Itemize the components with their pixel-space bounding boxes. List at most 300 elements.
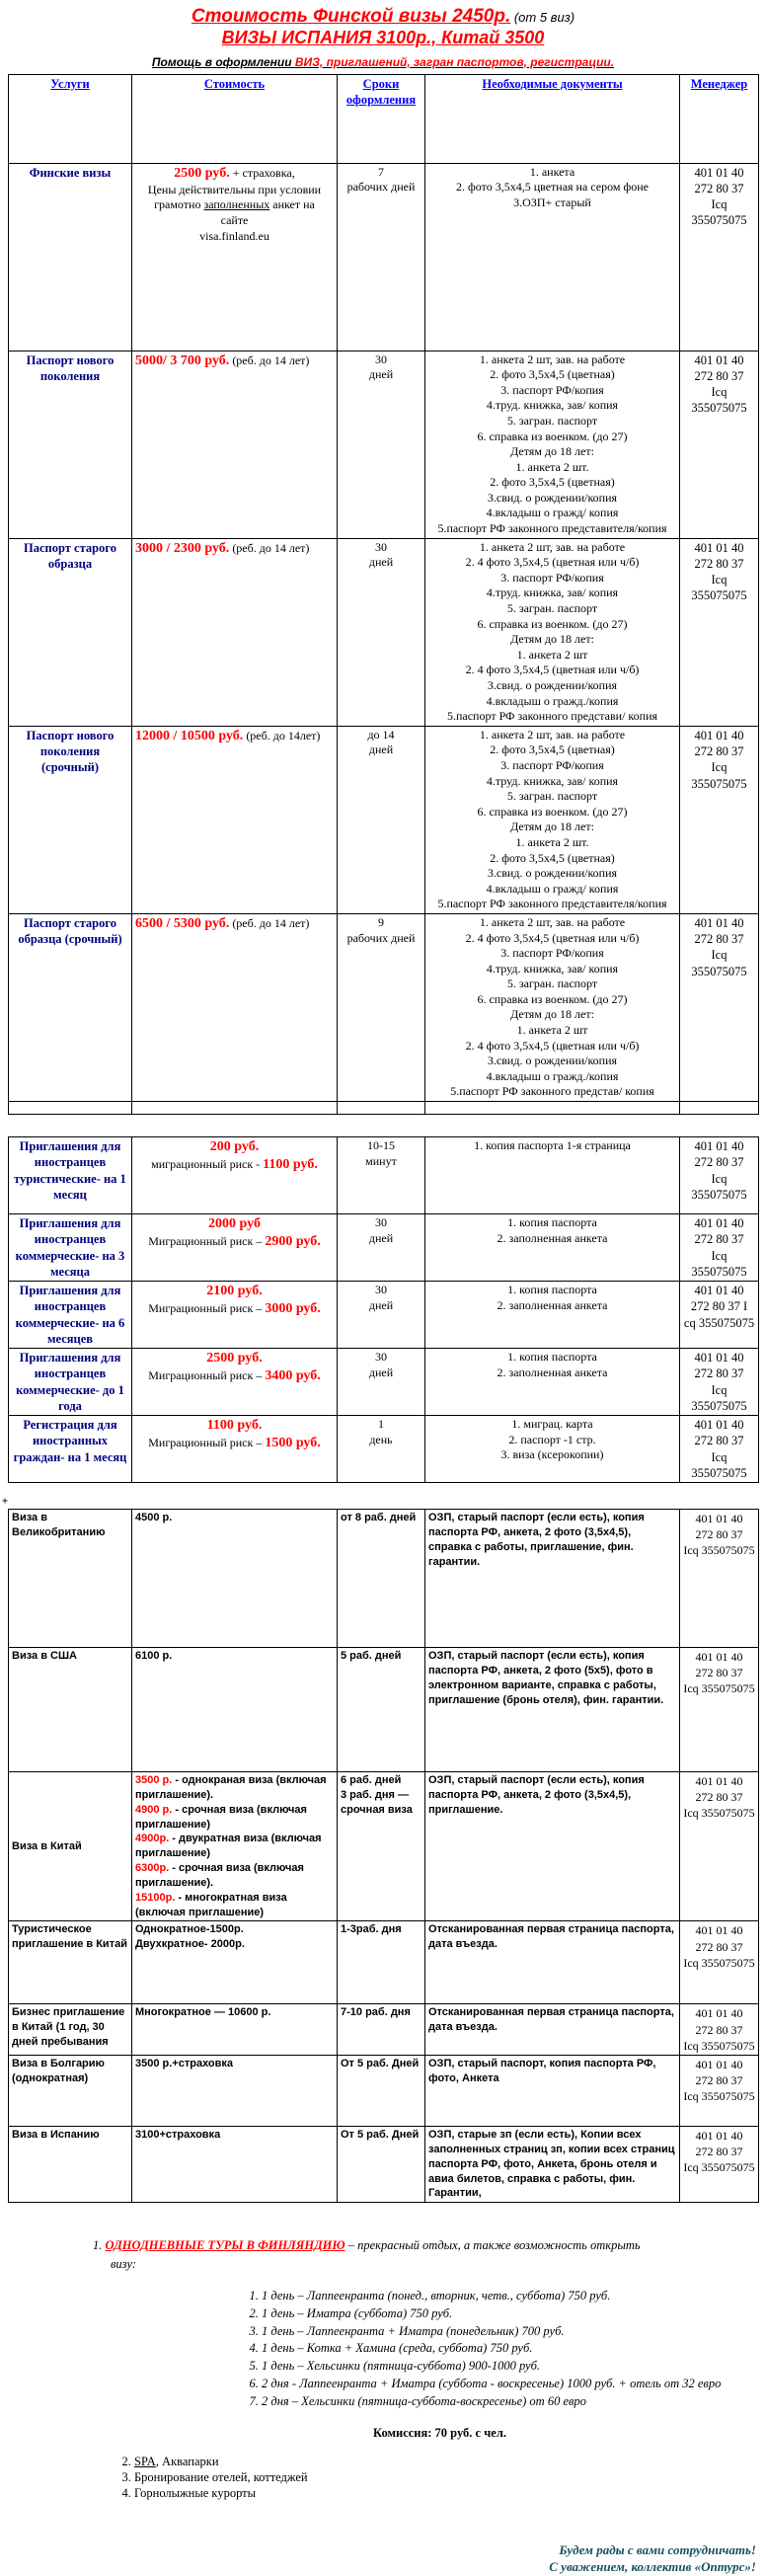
service-cell bbox=[9, 1214, 132, 1282]
empty-cell bbox=[425, 1102, 680, 1115]
price-text: 3400 руб. bbox=[265, 1368, 321, 1384]
text-segment: 30 bbox=[375, 1283, 387, 1297]
cell-line bbox=[135, 1215, 334, 1233]
manager-cell bbox=[680, 2056, 759, 2127]
cell-line bbox=[683, 1805, 755, 1821]
text-segment: 401 01 40 bbox=[694, 165, 744, 180]
documents-cell bbox=[425, 913, 680, 1101]
service-cell bbox=[9, 1282, 132, 1349]
cost-cell bbox=[132, 538, 338, 726]
documents-cell bbox=[425, 163, 680, 351]
text-segment: 1. анкета 2 шт. bbox=[515, 459, 589, 474]
text-segment: Icq 355075075 bbox=[691, 1248, 747, 1279]
cell-line bbox=[135, 1283, 334, 1300]
tours-heading-title: ОДНОДНЕВНЫЕ ТУРЫ В ФИНЛЯНДИЮ bbox=[105, 2238, 345, 2253]
text-segment: 2. заполненная анкета bbox=[497, 1297, 608, 1312]
cell-line bbox=[683, 931, 755, 947]
text-segment: ОЗП, старый паспорт (если есть), копия паспорта РФ, анкета, 2 фото (5х5), фото в электронном варианте, справка с работы, приглашение (бронь отеля), фин. гарантии. bbox=[428, 1650, 664, 1706]
cost-cell bbox=[132, 1349, 338, 1416]
price-text: 3000 / 2300 руб. bbox=[135, 540, 230, 556]
cost-cell bbox=[132, 2004, 338, 2056]
tours-heading-tail: – прекрасный отдых, а также возможность открыть визу: bbox=[111, 2238, 641, 2271]
text-segment: дней bbox=[368, 1365, 394, 1379]
cell-line bbox=[428, 540, 676, 556]
text-segment: 5. загран. паспорт bbox=[506, 789, 598, 804]
price-text: 2100 руб. bbox=[206, 1284, 263, 1299]
text-segment: Виза в Испанию bbox=[12, 2129, 100, 2142]
text-segment: 7-10 раб. дня bbox=[341, 2006, 411, 2019]
text-segment: заполненных bbox=[203, 197, 270, 212]
text-segment: 1-3раб. дня bbox=[341, 1923, 402, 1936]
cell-line bbox=[341, 165, 421, 181]
cell-line bbox=[135, 197, 334, 213]
text-segment: 401 01 40 bbox=[694, 1351, 744, 1366]
text-segment: 272 80 37 bbox=[694, 181, 744, 195]
text-segment: SPA bbox=[134, 2454, 156, 2468]
service-cell bbox=[9, 538, 132, 726]
services-table-container bbox=[8, 74, 758, 1116]
text-segment: 5.паспорт РФ законного представи/ копия bbox=[446, 709, 658, 724]
cell-line bbox=[428, 992, 676, 1008]
text-segment: (реб. до 14лет) bbox=[243, 728, 321, 742]
service-cell bbox=[9, 726, 132, 913]
cost-cell bbox=[132, 726, 338, 913]
empty-cell bbox=[680, 1102, 759, 1115]
document-page bbox=[2, 0, 758, 2576]
documents-cell bbox=[425, 2004, 680, 2056]
cell-line bbox=[428, 555, 676, 571]
cell-line bbox=[683, 1773, 755, 1789]
text-segment: Icq 355075075 bbox=[691, 573, 747, 603]
cell-line bbox=[135, 2128, 334, 2143]
text-segment: дней bbox=[368, 742, 394, 757]
text-segment: 2. 4 фото 3,5х4,5 (цветная или ч/б) bbox=[465, 930, 640, 945]
cell-line bbox=[341, 1773, 421, 1788]
text-segment: дней bbox=[368, 367, 394, 382]
cell-line bbox=[683, 1171, 755, 1204]
text-segment: минут bbox=[365, 1153, 397, 1168]
text-segment: 10-15 bbox=[367, 1138, 395, 1153]
cell-line bbox=[683, 196, 755, 229]
footer-signature bbox=[8, 2542, 758, 2576]
service-cell bbox=[9, 163, 132, 351]
cell-line bbox=[135, 229, 334, 245]
text-segment: (реб. до 14 лет) bbox=[229, 352, 310, 367]
table-row bbox=[9, 1349, 759, 1416]
table-row bbox=[9, 2127, 759, 2203]
column-header[interactable]: Необходимые документы bbox=[425, 74, 680, 163]
cell-line bbox=[341, 1511, 421, 1525]
price-text: 2500 руб. bbox=[206, 1351, 263, 1366]
documents-cell bbox=[425, 2127, 680, 2203]
cell-line bbox=[428, 1433, 676, 1448]
title-visa-count-note: (от 5 виз) bbox=[510, 10, 575, 25]
table-row bbox=[9, 163, 759, 351]
cell-line bbox=[428, 648, 676, 664]
text-segment: 4.труд. книжка, зав/ копия bbox=[486, 773, 619, 788]
column-header[interactable]: Менеджер bbox=[680, 74, 759, 163]
text-segment: 401 01 40 bbox=[695, 2058, 743, 2072]
cell-line bbox=[428, 1231, 676, 1247]
cell-line bbox=[683, 1542, 755, 1558]
text-segment: 3.свид. о рождении/копия bbox=[487, 1054, 618, 1068]
cell-line bbox=[341, 1298, 421, 1314]
text-segment: рабочих дней bbox=[346, 930, 416, 945]
table-row bbox=[9, 726, 759, 913]
text-segment: Icq 355075075 bbox=[691, 197, 747, 228]
cell-line bbox=[135, 1138, 334, 1156]
text-segment: 272 80 37 bbox=[694, 932, 744, 947]
text-segment: 401 01 40 bbox=[694, 1284, 744, 1298]
service-cell bbox=[9, 2127, 132, 2203]
text-segment: миграционный риск - bbox=[151, 1157, 264, 1172]
text-segment: ОЗП, старые зп (если есть), Копии всех заполненных страниц зп, копии всех страниц паспорта РФ, фото, Анкета, бронь отеля и авиа билетов, справка с работы, фин. Гарантии, bbox=[428, 2129, 675, 2200]
documents-cell bbox=[425, 351, 680, 538]
footer-line-1: Будем рады с вами сотрудничать! bbox=[559, 2541, 756, 2557]
column-header[interactable]: Услуги bbox=[9, 74, 132, 163]
table-row bbox=[9, 913, 759, 1101]
column-header[interactable]: Сроки оформления bbox=[338, 74, 425, 163]
cell-line bbox=[341, 555, 421, 571]
documents-cell bbox=[425, 1416, 680, 1483]
text-segment: 3 раб. дня — bbox=[341, 1788, 410, 1801]
cell-line bbox=[135, 2057, 334, 2071]
tour-list-item: 2. 1 день – Иматра (суббота) 750 руб. bbox=[262, 2305, 726, 2322]
cell-line bbox=[135, 165, 334, 183]
text-segment: 401 01 40 bbox=[695, 2006, 743, 2021]
text-segment: 401 01 40 bbox=[694, 915, 744, 930]
text-segment: 401 01 40 bbox=[694, 540, 744, 555]
text-segment: - срочная виза (включая приглашение). bbox=[135, 1862, 304, 1889]
cell-line bbox=[683, 1382, 755, 1415]
text-segment: От 5 раб. Дней bbox=[341, 2058, 420, 2070]
text-segment: сайте bbox=[220, 212, 249, 227]
term-cell bbox=[338, 1349, 425, 1416]
cell-line bbox=[135, 1832, 334, 1861]
title-finland-visa-price: Стоимость Финской визы 2450р. bbox=[191, 6, 511, 27]
text-segment: Приглашения для иностранцев коммерческие- на 6 месяцев bbox=[15, 1284, 125, 1346]
list-item bbox=[134, 2455, 758, 2469]
cost-cell bbox=[132, 913, 338, 1101]
manager-cell bbox=[680, 726, 759, 913]
cell-line bbox=[683, 384, 755, 417]
cell-line bbox=[683, 1231, 755, 1247]
term-cell bbox=[338, 1214, 425, 1282]
cell-line bbox=[428, 1350, 676, 1366]
plus-marker-icon: + bbox=[2, 1496, 9, 1508]
cell-line bbox=[683, 759, 755, 792]
cell-line bbox=[428, 976, 676, 992]
cell-line bbox=[428, 805, 676, 820]
text-segment: Icq 355075075 bbox=[683, 1543, 755, 1558]
cell-line bbox=[428, 460, 676, 476]
text-segment: Бронирование отелей, коттеджей bbox=[134, 2469, 308, 2484]
cell-line bbox=[428, 1138, 676, 1154]
cell-line bbox=[683, 2005, 755, 2021]
cost-cell bbox=[132, 1648, 338, 1772]
cell-line bbox=[135, 1367, 334, 1385]
text-segment: 2. заполненная анкета bbox=[497, 1230, 608, 1245]
text-segment: 5. загран. паспорт bbox=[506, 601, 598, 616]
price-text: 3000 руб. bbox=[265, 1301, 321, 1317]
service-cell bbox=[9, 351, 132, 538]
cost-cell bbox=[132, 1282, 338, 1349]
cell-line bbox=[135, 1922, 334, 1937]
title-spain-china-price: ВИЗЫ ИСПАНИЯ 3100р., Китай 3500 bbox=[221, 27, 545, 47]
term-cell bbox=[338, 726, 425, 913]
text-segment: visa.finland.eu bbox=[199, 228, 269, 243]
header-row bbox=[9, 74, 759, 163]
text-segment: , Аквапарки bbox=[155, 2454, 219, 2468]
text-segment: 272 80 37 bbox=[695, 2073, 743, 2088]
cell-line bbox=[341, 1366, 421, 1381]
empty-row bbox=[9, 1102, 759, 1115]
cell-line bbox=[428, 475, 676, 491]
text-segment: (реб. до 14 лет) bbox=[229, 915, 310, 930]
text-segment: 2. 4 фото 3,5х4,5 (цветная или ч/б) bbox=[465, 1038, 640, 1053]
cell-line bbox=[428, 1283, 676, 1298]
cell-line bbox=[683, 2057, 755, 2072]
text-segment: 2. фото 3,5х4,5 (цветная) bbox=[490, 367, 615, 382]
cell-line bbox=[683, 1433, 755, 1448]
text-segment: 1. копия паспорта bbox=[507, 1283, 597, 1297]
cell-line bbox=[683, 743, 755, 759]
text-segment: Виза в США bbox=[12, 1650, 77, 1663]
text-segment: 7 bbox=[378, 164, 384, 179]
cell-line bbox=[428, 962, 676, 977]
cell-line bbox=[428, 709, 676, 725]
documents-cell bbox=[425, 1510, 680, 1648]
cell-line bbox=[428, 866, 676, 882]
subtitle-services: ВИЗ, приглашений, загран паспортов, регистрации. bbox=[294, 54, 615, 69]
text-segment: день bbox=[369, 1432, 393, 1446]
text-segment: От 5 раб. Дней bbox=[341, 2129, 420, 2142]
cell-line bbox=[428, 931, 676, 947]
term-cell bbox=[338, 351, 425, 538]
cell-line bbox=[341, 180, 421, 195]
empty-cell bbox=[132, 1102, 338, 1115]
text-segment: Однократное-1500р. bbox=[135, 1923, 244, 1936]
text-segment: - многократная виза (включая приглашение) bbox=[135, 1891, 287, 1918]
cell-line bbox=[135, 1649, 334, 1664]
tour-list bbox=[240, 2288, 726, 2410]
cell-line bbox=[428, 678, 676, 694]
text-segment: от 8 раб. дней bbox=[341, 1512, 417, 1524]
cell-line bbox=[428, 398, 676, 414]
text-segment: 1. миграц. карта bbox=[511, 1417, 593, 1432]
documents-cell bbox=[425, 1349, 680, 1416]
text-segment: 2. фото 3,5х4,5 цветная на сером фоне bbox=[456, 180, 649, 195]
text-segment: дней bbox=[368, 1297, 394, 1312]
text-segment: Icq 355075075 bbox=[691, 1382, 747, 1413]
text-segment: 5.паспорт РФ законного представ/ копия bbox=[450, 1084, 654, 1099]
cell-line bbox=[135, 352, 334, 370]
column-header[interactable]: Стоимость bbox=[132, 74, 338, 163]
cell-line bbox=[135, 213, 334, 229]
text-segment: 2. паспорт -1 стр. bbox=[508, 1432, 596, 1446]
cell-line bbox=[341, 2057, 421, 2071]
text-segment: 1. анкета 2 шт, зав. на работе bbox=[479, 539, 626, 554]
text-segment: 1. копия паспорта bbox=[507, 1350, 597, 1365]
text-segment: 3. виза (ксерокопии) bbox=[500, 1447, 604, 1462]
text-segment: cq 355075075 bbox=[683, 1315, 755, 1330]
cell-line bbox=[135, 1233, 334, 1251]
term-cell bbox=[338, 2056, 425, 2127]
manager-cell bbox=[680, 163, 759, 351]
text-segment: Бизнес приглашение в Китай (1 год, 30 дней пребывания bbox=[12, 2006, 125, 2049]
price-text: 4900р. bbox=[135, 1833, 170, 1845]
text-segment: 2. 4 фото 3,5х4,5 (цветная или ч/б) bbox=[465, 555, 640, 570]
cell-line bbox=[683, 1138, 755, 1154]
text-segment: Детям до 18 лет: bbox=[510, 632, 594, 647]
term-cell bbox=[338, 1648, 425, 1772]
cell-line bbox=[683, 165, 755, 181]
text-segment: ОЗП, старый паспорт (если есть), копия паспорта РФ, анкета, 2 фото (3,5х4,5), справка с работы, приглашение, фин. гарантии. bbox=[428, 1512, 645, 1568]
text-segment: 3. паспорт РФ/копия bbox=[500, 382, 604, 397]
text-segment: 1. копия паспорта bbox=[507, 1215, 597, 1230]
service-cell bbox=[9, 1510, 132, 1648]
cost-cell bbox=[132, 351, 338, 538]
text-segment: 30 bbox=[375, 351, 387, 366]
text-segment: Виза в Китай bbox=[12, 1839, 82, 1852]
cell-line bbox=[135, 183, 334, 198]
text-segment: Icq 355075075 bbox=[683, 2089, 755, 2104]
cell-line bbox=[135, 1891, 334, 1920]
cell-line bbox=[683, 1315, 755, 1331]
list-item bbox=[134, 2486, 758, 2501]
text-segment: дней bbox=[368, 555, 394, 570]
cell-line bbox=[428, 521, 676, 537]
cell-line bbox=[683, 2128, 755, 2144]
term-cell bbox=[338, 1921, 425, 2004]
manager-cell bbox=[680, 1921, 759, 2004]
tour-list-item: 6. 2 дня - Лаппеенранта + Иматра (суббота - воскресенье) 1000 руб. + отель от 32 евро bbox=[262, 2376, 726, 2392]
cell-line bbox=[428, 180, 676, 195]
manager-cell bbox=[680, 1282, 759, 1349]
table-row bbox=[9, 2004, 759, 2056]
cell-line bbox=[428, 915, 676, 931]
text-segment: 5.паспорт РФ законного представителя/копия bbox=[437, 521, 667, 536]
tours-section bbox=[8, 2236, 758, 2501]
term-cell bbox=[338, 1772, 425, 1921]
table-row bbox=[9, 1772, 759, 1921]
documents-cell bbox=[425, 1772, 680, 1921]
text-segment: 401 01 40 bbox=[695, 1512, 743, 1526]
cell-line bbox=[428, 632, 676, 648]
cell-line bbox=[135, 1300, 334, 1318]
text-segment: 6. справка из военком. (до 27) bbox=[477, 616, 628, 631]
text-segment: 4.вкладыш о гражд./копия bbox=[486, 1068, 619, 1083]
table-row bbox=[9, 1282, 759, 1349]
text-segment: 4.труд. книжка, зав/ копия bbox=[486, 398, 619, 413]
documents-cell bbox=[425, 2056, 680, 2127]
term-cell bbox=[338, 1510, 425, 1648]
cell-line bbox=[428, 897, 676, 912]
cell-line bbox=[428, 165, 676, 181]
documents-cell bbox=[425, 1921, 680, 2004]
text-segment: Icq 355075075 bbox=[683, 1681, 755, 1696]
cell-line bbox=[428, 1023, 676, 1039]
cell-line bbox=[135, 915, 334, 933]
cell-line bbox=[683, 1248, 755, 1281]
text-segment: - однокраная виза (включая приглашение). bbox=[135, 1774, 327, 1801]
manager-cell bbox=[680, 1137, 759, 1214]
cell-line bbox=[341, 2128, 421, 2143]
text-segment: 272 80 37 bbox=[694, 1155, 744, 1170]
text-segment: Миграционный риск – bbox=[148, 1368, 266, 1383]
cell-line bbox=[341, 1283, 421, 1298]
text-segment: - срочная виза (включая приглашение) bbox=[135, 1803, 307, 1831]
cell-line bbox=[428, 585, 676, 601]
cell-line bbox=[135, 1937, 334, 1952]
text-segment: Icq 355075075 bbox=[683, 1955, 755, 1970]
cell-line bbox=[683, 2088, 755, 2104]
text-segment: Регистрация для иностранных граждан- на 1 месяц bbox=[13, 1418, 127, 1464]
table-row bbox=[9, 1214, 759, 1282]
service-cell bbox=[9, 2056, 132, 2127]
cell-line bbox=[683, 572, 755, 604]
cell-line bbox=[428, 414, 676, 429]
text-segment: 3.свид. о рождении/копия bbox=[487, 490, 618, 505]
text-segment: 2. 4 фото 3,5х4,5 (цветная или ч/б) bbox=[465, 663, 640, 677]
manager-cell bbox=[680, 1648, 759, 1772]
cell-line bbox=[341, 540, 421, 556]
manager-cell bbox=[680, 538, 759, 726]
text-segment: 272 80 37 bbox=[695, 2145, 743, 2159]
cell-line bbox=[683, 352, 755, 368]
text-segment: Паспорт старого образца (срочный) bbox=[18, 915, 122, 947]
text-segment: 1. анкета 2 шт, зав. на работе bbox=[479, 914, 626, 929]
commission-note: Комиссия: 70 руб. с чел. bbox=[373, 2425, 506, 2440]
service-cell bbox=[9, 2004, 132, 2056]
price-text: 6500 / 5300 руб. bbox=[135, 915, 230, 931]
cell-line bbox=[135, 1435, 334, 1452]
cell-line bbox=[428, 820, 676, 835]
cost-cell bbox=[132, 2127, 338, 2203]
cell-line bbox=[683, 1649, 755, 1665]
documents-cell bbox=[425, 1282, 680, 1349]
price-text: 2500 руб. bbox=[174, 165, 230, 181]
text-segment: 3.ОЗП+ старый bbox=[513, 195, 591, 209]
cell-line bbox=[428, 1054, 676, 1069]
text-segment: Icq 355075075 bbox=[691, 760, 747, 791]
cell-line bbox=[683, 728, 755, 743]
text-segment: 9 bbox=[378, 914, 384, 929]
manager-cell bbox=[680, 351, 759, 538]
manager-cell bbox=[680, 1510, 759, 1648]
text-segment: 4.вкладыш о гражд./копия bbox=[486, 693, 619, 708]
manager-cell bbox=[680, 1772, 759, 1921]
table-row bbox=[9, 351, 759, 538]
cell-line bbox=[683, 1789, 755, 1805]
text-segment: Паспорт старого образца bbox=[24, 540, 116, 571]
invitations-table-container bbox=[8, 1136, 758, 1483]
cell-line bbox=[683, 1526, 755, 1542]
manager-cell bbox=[680, 1416, 759, 1483]
text-segment: рабочих дней bbox=[346, 180, 416, 195]
term-cell bbox=[338, 913, 425, 1101]
text-segment: ОЗП, старый паспорт (если есть), копия паспорта РФ, анкета, 2 фото (3,5х4,5), приглашение. bbox=[428, 1774, 645, 1816]
price-text: 2000 руб bbox=[208, 1216, 261, 1232]
text-segment: 2. фото 3,5х4,5 (цветная) bbox=[490, 850, 615, 865]
cell-line bbox=[135, 1803, 334, 1833]
cell-line bbox=[683, 1154, 755, 1170]
term-cell bbox=[338, 1137, 425, 1214]
cell-line bbox=[428, 742, 676, 758]
cell-line bbox=[341, 915, 421, 931]
text-segment: 3. паспорт РФ/копия bbox=[500, 946, 604, 961]
text-segment: Детям до 18 лет: bbox=[510, 1007, 594, 1022]
